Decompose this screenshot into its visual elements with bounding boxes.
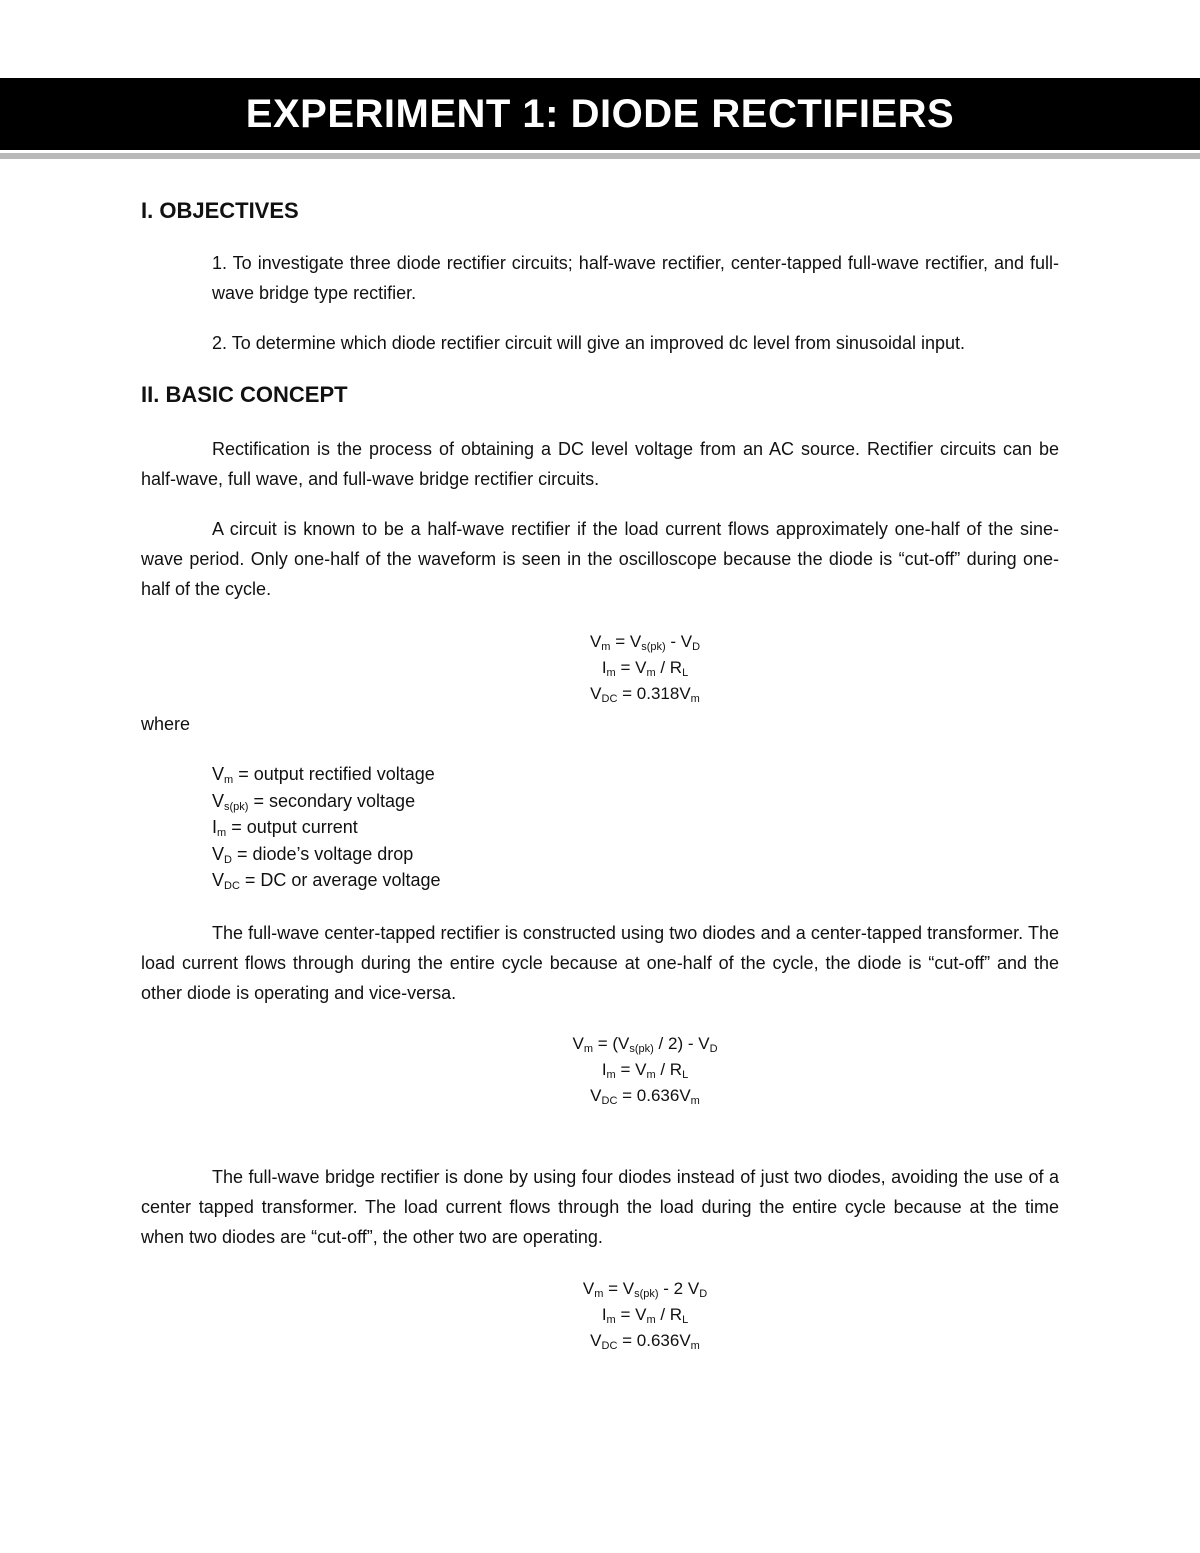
page-title: EXPERIMENT 1: DIODE RECTIFIERS bbox=[245, 91, 955, 136]
formula-im: $I_m = V_m / R_L$ bbox=[601, 658, 689, 679]
basic-concept-heading: II. BASIC CONCEPT bbox=[141, 382, 348, 407]
formula-vdc: $V_{DC} = 0.636V_m$ bbox=[590, 1330, 700, 1352]
objectives-heading: I. OBJECTIVES bbox=[141, 198, 299, 223]
formula-vm: $V_m = (V_{s(pk)} / 2) - V_D$ bbox=[572, 1033, 718, 1055]
where-label: where bbox=[141, 714, 191, 734]
formula-vm: $V_m = V_{s(pk)} - V_D$ bbox=[589, 632, 701, 653]
objective-item-2: 2. To determine which diode rectifier circuit will give an improved dc level from sinusoidal input. bbox=[212, 333, 966, 353]
objectives-list bbox=[141, 248, 1059, 358]
definition-vm: $V_m$ = output rectified voltage bbox=[212, 764, 435, 786]
title-underline bbox=[0, 153, 1200, 159]
center-tapped-paragraph: The full-wave center-tapped rectifier is constructed using two diodes and a center-tapped transformer. The load current flows through during the entire cycle because at one-half of the cycle, the diode is “cut-off” and the other diode is operating and vice-versa. bbox=[141, 922, 1059, 1003]
formula-vdc: $V_{DC} = 0.318V_m$ bbox=[590, 684, 700, 705]
definition-vdc: $V_{DC}$ = DC or average voltage bbox=[212, 870, 441, 892]
formula-vm: $V_m = V_{s(pk)} - 2$ $V_D$ bbox=[582, 1278, 708, 1300]
intro-paragraph: Rectification is the process of obtaining a DC level voltage from an AC source. Rectifier circuits can be half-wave, full wave, and full-wave bridge rectifier circuits. bbox=[141, 439, 1059, 489]
definition-vd: $V_D$ = diode’s voltage drop bbox=[212, 843, 414, 866]
center-tapped-formulas bbox=[231, 1031, 1059, 1109]
formula-vdc: $V_{DC} = 0.636V_m$ bbox=[590, 1085, 700, 1107]
definition-vspk: $V_{s(pk)}$ = secondary voltage bbox=[212, 790, 416, 813]
bridge-paragraph: The full-wave bridge rectifier is done by using four diodes instead of just two diodes, avoiding the use of a center tapped transformer. The load current flows through the load during the entire cycle because at the time when two diodes are “cut-off”, the other two are operating. bbox=[141, 1166, 1059, 1247]
definition-im: $I_m$ = output current bbox=[212, 817, 358, 839]
formula-im: $I_m = V_m / R_L$ bbox=[601, 1304, 689, 1326]
title-banner bbox=[0, 78, 1200, 150]
bridge-formulas bbox=[231, 1276, 1059, 1354]
objective-item-1: 1. To investigate three diode rectifier circuits; half-wave rectifier, center-tapped full-wave rectifier, and full-wave bridge type rectifier. bbox=[212, 253, 1059, 303]
document-body bbox=[141, 196, 1059, 1354]
half-wave-paragraph: A circuit is known to be a half-wave rectifier if the load current flows approximately one-half of the sine-wave period. Only one-half of the waveform is seen in the oscilloscope because the diode is “cut-off” during one-half of the cycle. bbox=[141, 519, 1059, 599]
formula-im: $I_m = V_m / R_L$ bbox=[601, 1059, 689, 1081]
definitions-list bbox=[141, 761, 1059, 894]
half-wave-formulas bbox=[231, 629, 1059, 707]
